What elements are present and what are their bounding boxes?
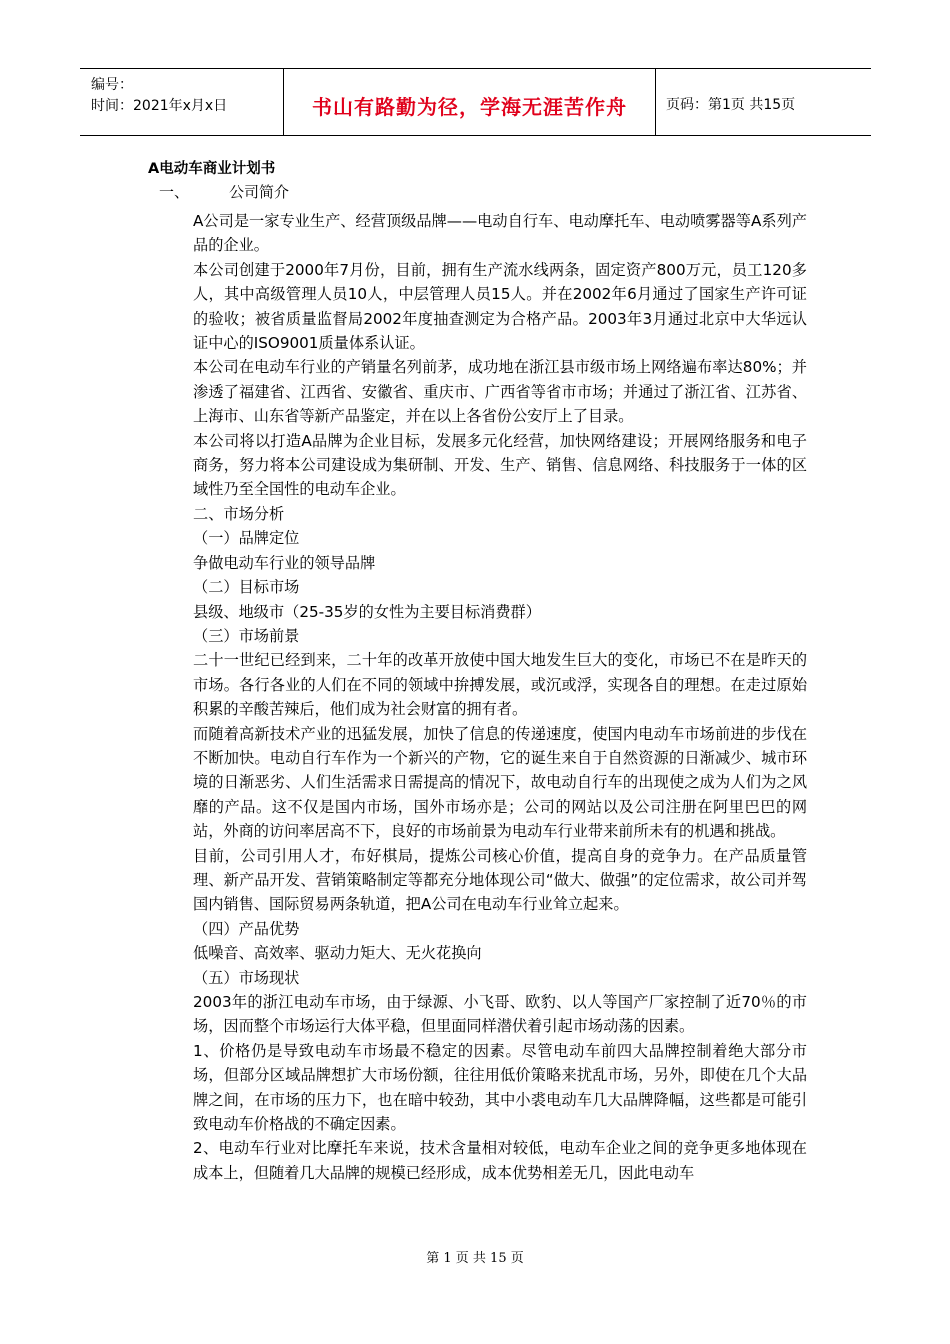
paragraph: 1、价格仍是导致电动车市场最不稳定的因素。尽管电动车前四大品牌控制着绝大部分市场，但部分区域品牌想扩大市场份额，往往用低价策略来扰乱市场，另外，即使在几个大品牌之间，在市场的压力下，也在暗中较劲，其中小裘电动车几大品牌降幅，这些都是可能引致电动车价格战的不确定因素。 (193, 1041, 807, 1134)
header-table (80, 68, 871, 136)
paragraph: 本公司将以打造A品牌为企业目标，发展多元化经营，加快网络建设；开展网络服务和电子商务，努力将本公司建设成为集研制、开发、生产、销售、信息网络、科技服务于一体的区域性乃至全国性的电动车企业。 (193, 431, 807, 499)
page-footer: 第 1 页 共 15 页 (426, 1251, 524, 1266)
section-number: 一、 (159, 183, 190, 201)
paragraph: A公司是一家专业生产、经营顶级品牌——电动自行车、电动摩托车、电动喷雾器等A系列产品的企业。 (193, 212, 807, 255)
section-heading: 二、市场分析 (193, 504, 285, 523)
paragraph: 县级、地级市（25-35岁的女性为主要目标消费群） (193, 602, 541, 621)
header-meta (80, 69, 283, 135)
subsection-heading: （五）市场现状 (193, 968, 300, 987)
document-content (193, 209, 807, 1185)
subsection-heading: （三）市场前景 (193, 626, 300, 645)
document-title: A电动车商业计划书 (148, 161, 276, 177)
paragraph: 而随着高新技术产业的迅猛发展，加快了信息的传递速度，使国内电动车市场前进的步伐在不断加快。电动自行车作为一个新兴的产物，它的诞生来自于自然资源的日渐减少、城市环境的日渐恶劣、人们生活需求日需提高的情况下，故电动自行车的出现使之成为人们为之风靡的产品。这不仅是国内市场，国外市场亦是；公司的网站以及公司注册在阿里巴巴的网站，外商的访问率居高不下，良好的市场前景为电动车行业带来前所未有的机遇和挑战。 (193, 724, 807, 841)
paragraph: 目前，公司引用人才，布好棋局，提炼公司核心价值，提高自身的竞争力。在产品质量管理、新产品开发、营销策略制定等都充分地体现公司“做大、做强”的定位需求，故公司并驾国内销售、国际贸易两条轨道，把A公司在电动车行业耸立起来。 (193, 846, 807, 914)
header-page-info: 页码：第1页 共15页 (666, 97, 796, 113)
paragraph: 本公司在电动车行业的产销量名列前茅，成功地在浙江县市级市场上网络遍布率达80%；并渗透了福建省、江西省、安徽省、重庆市、广西省等省市市场；并通过了浙江省、江苏省、上海市、山东省等新产品鉴定，并在以上各省份公安厅上了目录。 (193, 358, 807, 426)
paragraph: 低噪音、高效率、驱动力矩大、无火花换向 (193, 944, 482, 963)
paragraph: 争做电动车行业的领导品牌 (193, 553, 376, 572)
subsection-heading: （二）目标市场 (193, 578, 300, 597)
section-heading-company-intro (159, 181, 289, 202)
subsection-heading: （四）产品优势 (193, 919, 300, 938)
paragraph: 本公司创建于2000年7月份，目前，拥有生产流水线两条，固定资产800万元，员工120多人，其中高级管理人员10人，中层管理人员15人。并在2002年6月通过了国家生产许可证的验收；被省质量监督局2002年度抽查测定为合格产品。2003年3月通过北京中大华远认证中心的ISO9001质量体系认证。 (193, 260, 807, 353)
paragraph: 2、电动车行业对比摩托车来说，技术含量相对较低，电动车企业之间的竞争更多地体现在成本上，但随着几大品牌的规模已经形成，成本优势相差无几，因此电动车 (193, 1139, 807, 1182)
section-title: 公司简介 (229, 183, 290, 201)
paragraph: 2003年的浙江电动车市场，由于绿源、小飞哥、欧豹、以人等国产厂家控制了近70％的市场，因而整个市场运行大体平稳，但里面同样潜伏着引起市场动荡的因素。 (193, 993, 807, 1036)
document-number-label: 编号： (91, 77, 133, 93)
document-date-label: 时间：2021年x月x日 (91, 98, 228, 114)
header-motto: 书山有路勤为径，学海无涯苦作舟 (283, 69, 656, 135)
subsection-heading: （一）品牌定位 (193, 529, 300, 548)
paragraph: 二十一世纪已经到来，二十年的改革开放使中国大地发生巨大的变化，市场已不在是昨天的市场。各行各业的人们在不同的领域中拚搏发展，或沉或浮，实现各自的理想。在走过原始积累的辛酸苦辣后，他们成为社会财富的拥有者。 (193, 651, 807, 719)
